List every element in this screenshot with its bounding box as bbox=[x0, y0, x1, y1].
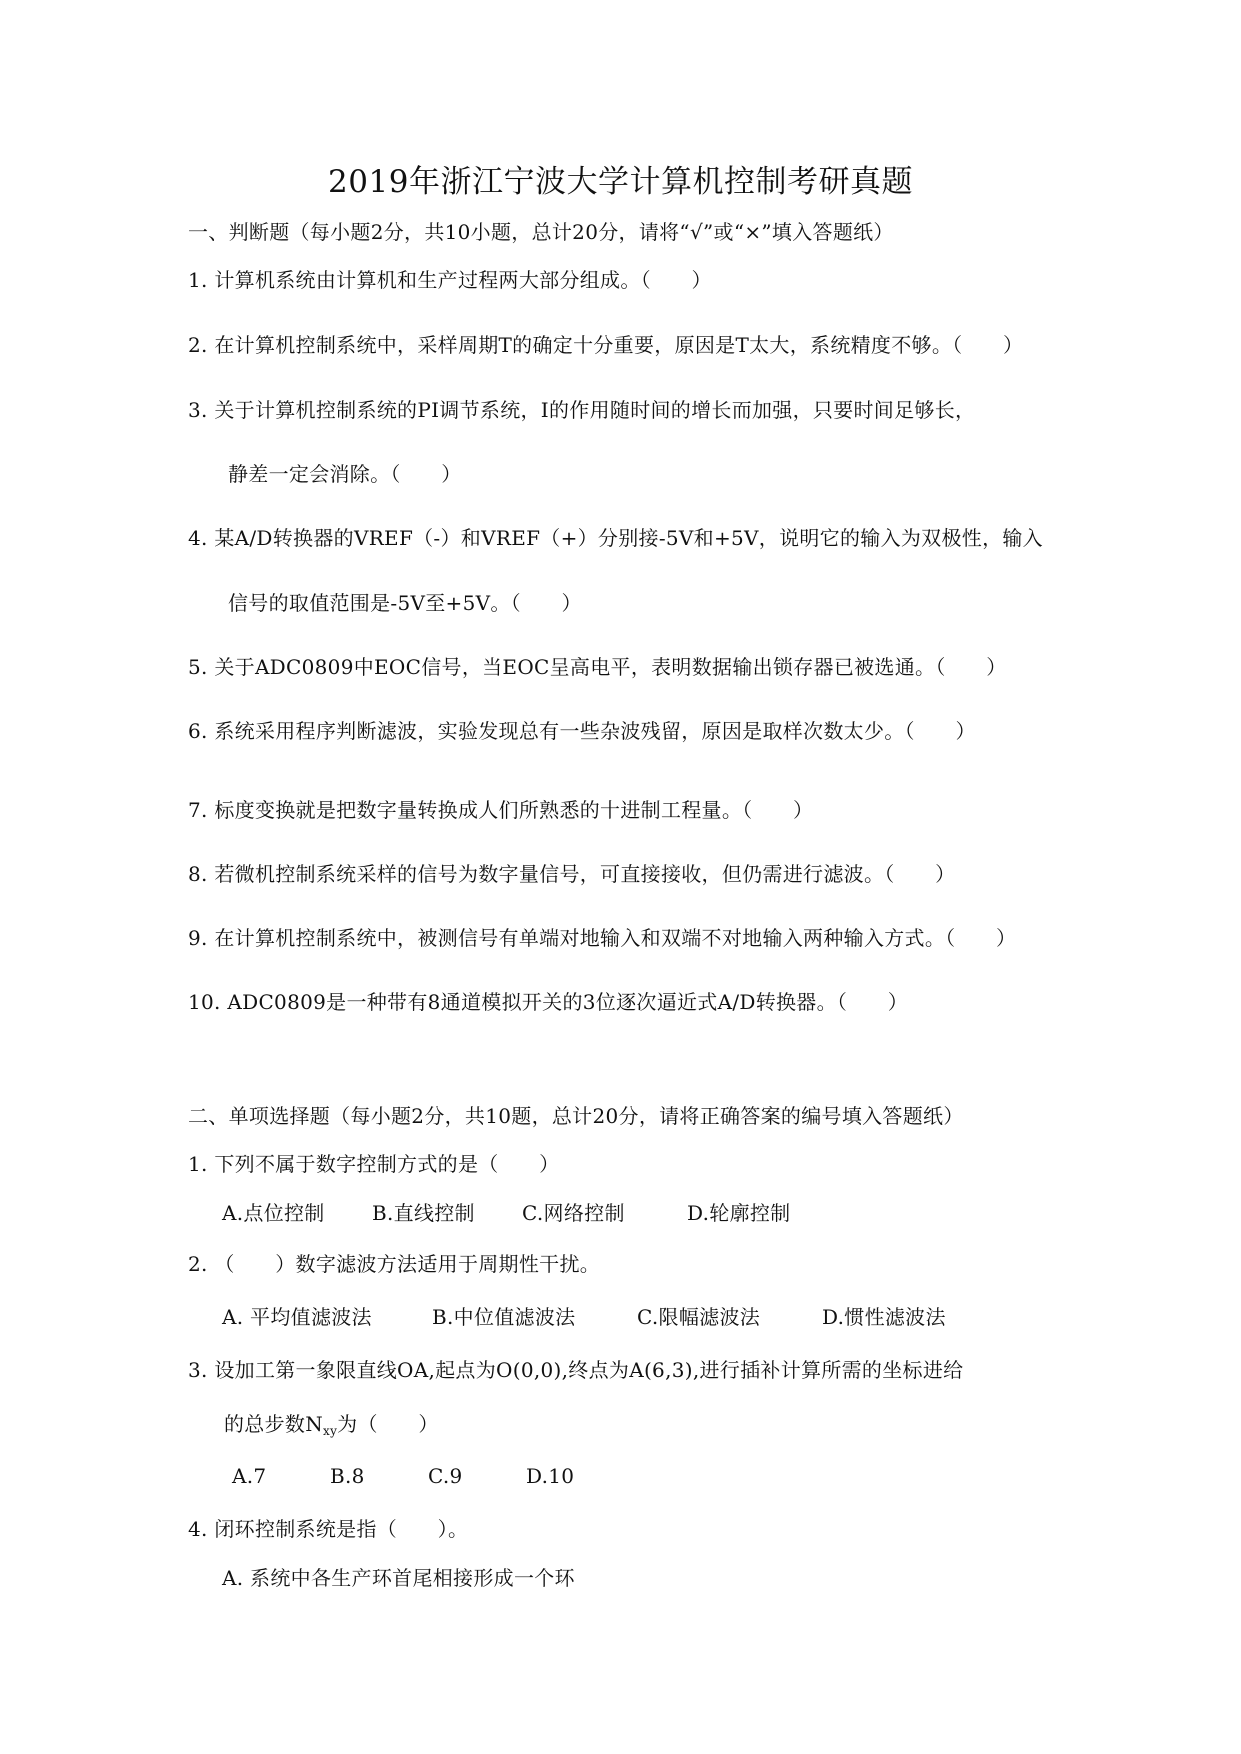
tf-question-10: 10. ADC0809是一种带有8通道模拟开关的3位逐次逼近式A/D转换器。（ ） bbox=[188, 990, 909, 1014]
page-title: 2019年浙江宁波大学计算机控制考研真题 bbox=[328, 164, 913, 200]
option-d: D.惯性滤波法 bbox=[822, 1305, 946, 1329]
mc-question-3-line1: 3. 设加工第一象限直线OA,起点为O(0,0),终点为A(6,3),进行插补计算所需的坐标进给 bbox=[188, 1358, 964, 1382]
tf-question-8: 8. 若微机控制系统采样的信号为数字量信号，可直接接收，但仍需进行滤波。（ ） bbox=[188, 862, 956, 886]
mc-question-3-options bbox=[232, 1462, 574, 1490]
q3-subscript: xy bbox=[323, 1424, 338, 1438]
option-b: B.8 bbox=[330, 1464, 365, 1488]
tf-question-3-line1: 3. 关于计算机控制系统的PI调节系统，I的作用随时间的增长而加强，只要时间足够长， bbox=[188, 398, 976, 422]
mc-question-4: 4. 闭环控制系统是指（ ）。 bbox=[188, 1517, 469, 1541]
option-a: A. 平均值滤波法 bbox=[222, 1305, 372, 1329]
section1-header: 一、判断题（每小题2分，共10小题，总计20分，请将“√”或“×”填入答题纸） bbox=[188, 220, 894, 244]
mc-question-2-options bbox=[222, 1303, 946, 1331]
section2-header: 二、单项选择题（每小题2分，共10题，总计20分，请将正确答案的编号填入答题纸） bbox=[188, 1104, 964, 1128]
option-b: B.直线控制 bbox=[372, 1201, 475, 1225]
option-d: D.10 bbox=[526, 1464, 575, 1488]
option-b: B.中位值滤波法 bbox=[432, 1305, 576, 1329]
tf-question-1: 1. 计算机系统由计算机和生产过程两大部分组成。（ ） bbox=[188, 268, 712, 292]
option-c: C.网络控制 bbox=[522, 1201, 625, 1225]
tf-question-4-line1: 4. 某A/D转换器的VREF（-）和VREF（+）分别接-5V和+5V，说明它的输入为双极性，输入 bbox=[188, 526, 1043, 550]
q3-text-post: 为（ ） bbox=[337, 1412, 439, 1436]
option-a: A.7 bbox=[232, 1464, 267, 1488]
tf-question-7: 7. 标度变换就是把数字量转换成人们所熟悉的十进制工程量。（ ） bbox=[188, 798, 814, 822]
mc-question-1-options bbox=[222, 1199, 790, 1227]
mc-question-2: 2. （ ）数字滤波方法适用于周期性干扰。 bbox=[188, 1252, 601, 1276]
mc-question-3-line2 bbox=[224, 1410, 439, 1445]
q3-text-pre: 的总步数N bbox=[224, 1412, 323, 1436]
mc-question-1: 1. 下列不属于数字控制方式的是（ ） bbox=[188, 1152, 560, 1176]
option-c: C.9 bbox=[428, 1464, 463, 1488]
option-a: A.点位控制 bbox=[222, 1201, 325, 1225]
tf-question-9: 9. 在计算机控制系统中，被测信号有单端对地输入和双端不对地输入两种输入方式。（ ） bbox=[188, 926, 1017, 950]
option-c: C.限幅滤波法 bbox=[637, 1305, 761, 1329]
tf-question-6: 6. 系统采用程序判断滤波，实验发现总有一些杂波残留，原因是取样次数太少。（ ） bbox=[188, 719, 976, 743]
tf-question-2: 2. 在计算机控制系统中，采样周期T的确定十分重要，原因是T太大，系统精度不够。（ ） bbox=[188, 333, 1024, 357]
tf-question-4-line2: 信号的取值范围是-5V至+5V。（ ） bbox=[228, 591, 582, 615]
mc-question-4-option-a: A. 系统中各生产环首尾相接形成一个环 bbox=[222, 1566, 575, 1590]
tf-question-5: 5. 关于ADC0809中EOC信号，当EOC呈高电平，表明数据输出锁存器已被选通。（ ） bbox=[188, 655, 1007, 679]
tf-question-3-line2: 静差一定会消除。（ ） bbox=[228, 462, 462, 486]
option-d: D.轮廓控制 bbox=[687, 1201, 791, 1225]
